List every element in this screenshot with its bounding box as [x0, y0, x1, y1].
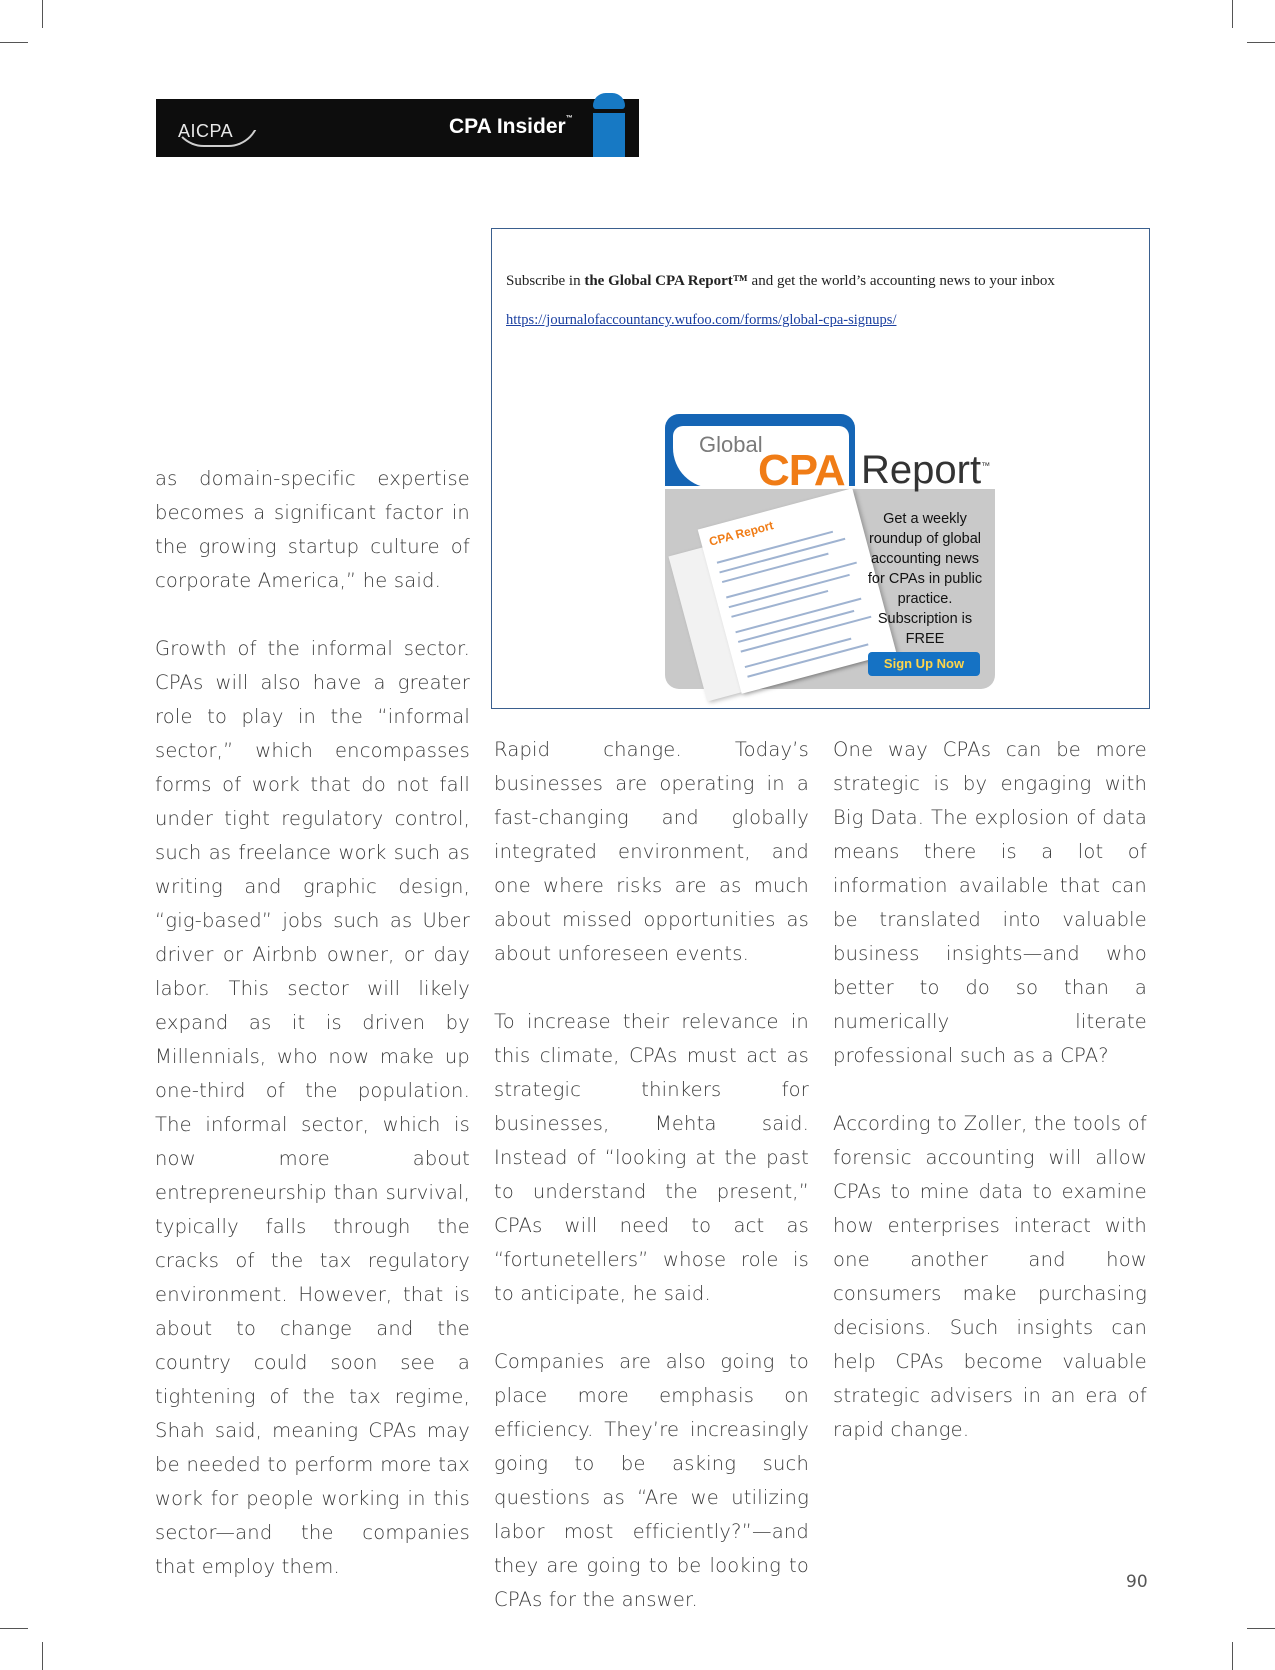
article-column-2 [494, 733, 809, 1651]
paragraph: According to Zoller, the tools of forensic accounting will allow CPAs to mine data to examine how enterprises interact with one another and how consumers make purchasing decisions. Such insights can help CPAs become valuable strategic advisers in an era of rapid change. [833, 1112, 1147, 1441]
banner-title [449, 115, 573, 139]
ad-copy: Get a weekly roundup of global accounting news for CPAs in public practice. Subscription is FREE [867, 511, 983, 647]
crop-mark [42, 1642, 43, 1670]
ad-report-tm: ™ [981, 460, 991, 471]
subscribe-bold: the Global CPA Report™ [584, 273, 748, 289]
ad-report-word: Report [861, 448, 982, 492]
subscribe-prefix: Subscribe in [506, 273, 585, 289]
crop-mark [1232, 0, 1233, 28]
paragraph: Growth of the informal sector. CPAs will also have a greater role to play in the “informal sector,” which encompasses forms of work that do not fall under tight regulatory control, such as freelance work such as writing and graphic design, “gig-based” jobs such as Uber driver or Airbnb owner, or day labor. This sector will likely expand as it is driven by Millennials, who now make up one-third of the population. The informal sector, which is now more about entrepreneurship than survival, typically falls through the cracks of the tax regulatory environment. However, that is about to change and the country could soon see a tightening of the tax regime, Shah said, meaning CPAs may be needed to perform more tax work for people working in this sector—and the companies that employ them. [155, 637, 470, 1578]
paragraph: To increase their relevance in this climate, CPAs must act as strategic thinkers for businesses, Mehta said. Instead of “looking at the past to understand the present,” CPAs will need to act as “fortunetellers” whose role is to anticipate, he said. [494, 1010, 809, 1305]
signup-link[interactable]: https://journalofaccountancy.wufoo.com/forms/global-cpa-signups/ [506, 312, 897, 328]
crop-mark [1247, 42, 1275, 43]
paragraph: Companies are also going to place more emphasis on efficiency. They’re increasingly going to be asking such questions as “Are we utilizing labor most efficiently?”—and they are going to be looking to CPAs for the answer. [494, 1350, 809, 1611]
paragraph: Rapid change. Today’s businesses are operating in a fast-changing and globally integrated environment, and one where risks are as much about missed opportunities as about unforeseen events. [494, 738, 809, 965]
article-column-1 [155, 462, 470, 1618]
subscribe-promo-box [491, 228, 1150, 709]
ad-global-text: Global [699, 432, 763, 457]
paragraph: as domain-specific expertise becomes a significant factor in the growing startup culture of corporate America,” he said. [155, 467, 470, 592]
subscribe-suffix: and get the world’s accounting news to your inbox [747, 273, 1055, 289]
paragraph: One way CPAs can be more strategic is by engaging with Big Data. The explosion of data means there is a lot of information available that can be translated into valuable business insights—and who better to do so than a numerically literate professional such as a CPA? [833, 738, 1147, 1067]
cpa-insider-banner [156, 99, 639, 157]
global-cpa-report-ad[interactable] [665, 414, 995, 692]
sign-up-now-button[interactable]: Sign Up Now [868, 652, 980, 676]
article-column-3 [833, 733, 1147, 1481]
banner-title-tm: ™ [565, 115, 573, 122]
crop-mark [42, 0, 43, 28]
aicpa-logo: AICPA [178, 121, 234, 141]
crop-mark [0, 1628, 28, 1629]
ad-mini-logo: CPA Report [707, 518, 775, 549]
info-i-icon-dot [593, 93, 625, 109]
subscribe-line [506, 273, 1055, 290]
page-number: 90 [1126, 1572, 1148, 1592]
crop-mark [1247, 1628, 1275, 1629]
ad-cpa-text: CPA [758, 446, 845, 495]
ad-report-text [861, 448, 990, 493]
crop-mark [0, 42, 28, 43]
banner-title-text: CPA Insider [449, 115, 566, 138]
info-i-icon-bar [593, 113, 625, 157]
crop-mark [1232, 1642, 1233, 1670]
